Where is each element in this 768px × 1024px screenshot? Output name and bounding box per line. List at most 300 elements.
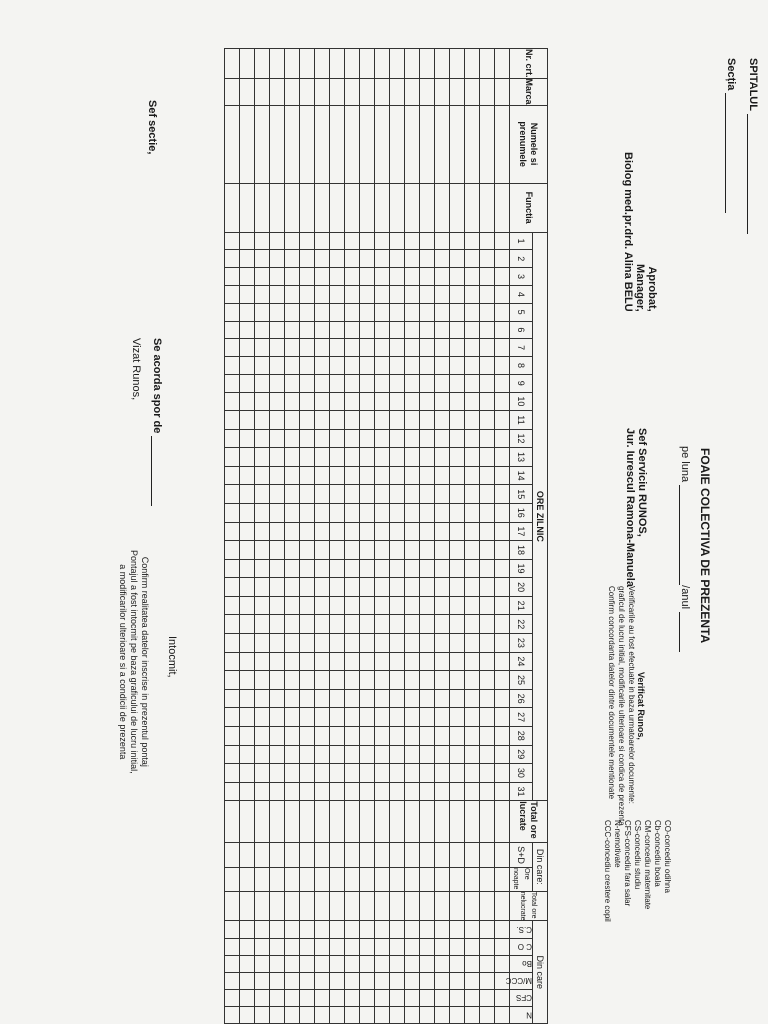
table-cell[interactable] (270, 78, 285, 105)
table-cell[interactable] (315, 448, 330, 467)
table-cell[interactable] (465, 596, 480, 615)
table-cell[interactable] (270, 782, 285, 801)
table-cell[interactable] (465, 867, 480, 891)
table-cell[interactable] (345, 764, 360, 783)
table-cell[interactable] (450, 634, 465, 653)
table-cell[interactable] (375, 250, 390, 268)
table-cell[interactable] (255, 357, 270, 375)
table-cell[interactable] (240, 921, 255, 938)
table-cell[interactable] (375, 843, 390, 868)
table-cell[interactable] (435, 615, 450, 634)
table-cell[interactable] (405, 357, 420, 375)
table-cell[interactable] (435, 938, 450, 955)
table-cell[interactable] (285, 522, 300, 541)
table-cell[interactable] (255, 578, 270, 597)
table-cell[interactable] (330, 285, 345, 303)
table-cell[interactable] (495, 78, 510, 105)
table-cell[interactable] (435, 1006, 450, 1023)
table-cell[interactable] (270, 321, 285, 339)
table-cell[interactable] (330, 634, 345, 653)
table-cell[interactable] (285, 782, 300, 801)
table-cell[interactable] (375, 285, 390, 303)
table-cell[interactable] (345, 232, 360, 250)
table-cell[interactable] (405, 303, 420, 321)
table-cell[interactable] (465, 78, 480, 105)
table-cell[interactable] (375, 183, 390, 232)
table-cell[interactable] (420, 634, 435, 653)
table-cell[interactable] (315, 615, 330, 634)
table-cell[interactable] (240, 867, 255, 891)
table-cell[interactable] (315, 392, 330, 411)
table-cell[interactable] (480, 634, 495, 653)
table-cell[interactable] (495, 485, 510, 504)
table-cell[interactable] (450, 321, 465, 339)
table-cell[interactable] (255, 285, 270, 303)
table-cell[interactable] (300, 689, 315, 708)
table-cell[interactable] (360, 411, 375, 429)
table-cell[interactable] (240, 504, 255, 523)
table-cell[interactable] (435, 782, 450, 801)
table-cell[interactable] (435, 652, 450, 671)
table-cell[interactable] (465, 559, 480, 578)
table-cell[interactable] (495, 689, 510, 708)
table-cell[interactable] (435, 921, 450, 938)
table-cell[interactable] (375, 764, 390, 783)
table-cell[interactable] (405, 559, 420, 578)
table-cell[interactable] (360, 634, 375, 653)
table-cell[interactable] (285, 183, 300, 232)
table-cell[interactable] (435, 578, 450, 597)
table-cell[interactable] (225, 596, 240, 615)
table-cell[interactable] (330, 357, 345, 375)
table-cell[interactable] (225, 689, 240, 708)
table-cell[interactable] (225, 285, 240, 303)
table-cell[interactable] (360, 764, 375, 783)
table-cell[interactable] (390, 615, 405, 634)
table-cell[interactable] (345, 745, 360, 764)
table-cell[interactable] (360, 485, 375, 504)
table-cell[interactable] (435, 955, 450, 972)
table-cell[interactable] (345, 989, 360, 1006)
table-cell[interactable] (255, 782, 270, 801)
table-cell[interactable] (495, 989, 510, 1006)
table-cell[interactable] (315, 232, 330, 250)
table-cell[interactable] (480, 411, 495, 429)
table-cell[interactable] (375, 1006, 390, 1023)
table-cell[interactable] (285, 250, 300, 268)
table-cell[interactable] (270, 726, 285, 745)
table-cell[interactable] (300, 339, 315, 357)
table-cell[interactable] (315, 652, 330, 671)
table-cell[interactable] (300, 392, 315, 411)
table-cell[interactable] (345, 615, 360, 634)
table-cell[interactable] (240, 392, 255, 411)
table-cell[interactable] (420, 285, 435, 303)
table-cell[interactable] (480, 183, 495, 232)
table-cell[interactable] (420, 250, 435, 268)
table-cell[interactable] (360, 392, 375, 411)
table-cell[interactable] (330, 559, 345, 578)
table-cell[interactable] (435, 745, 450, 764)
table-cell[interactable] (480, 938, 495, 955)
table-cell[interactable] (300, 448, 315, 467)
table-cell[interactable] (285, 374, 300, 392)
table-cell[interactable] (375, 448, 390, 467)
table-cell[interactable] (360, 745, 375, 764)
table-cell[interactable] (270, 559, 285, 578)
table-cell[interactable] (255, 955, 270, 972)
table-cell[interactable] (255, 891, 270, 921)
table-cell[interactable] (495, 183, 510, 232)
table-cell[interactable] (405, 745, 420, 764)
table-cell[interactable] (450, 541, 465, 560)
table-cell[interactable] (465, 429, 480, 448)
table-cell[interactable] (390, 745, 405, 764)
table-cell[interactable] (435, 374, 450, 392)
table-cell[interactable] (450, 466, 465, 485)
table-cell[interactable] (480, 867, 495, 891)
table-cell[interactable] (300, 357, 315, 375)
table-cell[interactable] (450, 105, 465, 183)
table-cell[interactable] (300, 708, 315, 727)
table-cell[interactable] (495, 708, 510, 727)
table-cell[interactable] (360, 578, 375, 597)
table-cell[interactable] (360, 357, 375, 375)
table-cell[interactable] (285, 955, 300, 972)
table-cell[interactable] (255, 764, 270, 783)
table-cell[interactable] (465, 285, 480, 303)
table-cell[interactable] (300, 268, 315, 286)
table-cell[interactable] (465, 989, 480, 1006)
table-cell[interactable] (255, 671, 270, 690)
table-cell[interactable] (375, 726, 390, 745)
table-cell[interactable] (270, 250, 285, 268)
table-cell[interactable] (390, 105, 405, 183)
table-cell[interactable] (270, 708, 285, 727)
table-cell[interactable] (270, 596, 285, 615)
table-cell[interactable] (435, 232, 450, 250)
table-cell[interactable] (435, 801, 450, 843)
table-cell[interactable] (495, 357, 510, 375)
table-cell[interactable] (405, 1006, 420, 1023)
table-cell[interactable] (480, 232, 495, 250)
table-cell[interactable] (285, 843, 300, 868)
table-cell[interactable] (240, 285, 255, 303)
table-cell[interactable] (495, 285, 510, 303)
table-cell[interactable] (435, 891, 450, 921)
table-cell[interactable] (420, 522, 435, 541)
table-cell[interactable] (405, 268, 420, 286)
table-cell[interactable] (225, 357, 240, 375)
table-cell[interactable] (240, 268, 255, 286)
table-cell[interactable] (330, 671, 345, 690)
table-cell[interactable] (360, 541, 375, 560)
table-cell[interactable] (345, 522, 360, 541)
hospital-blank[interactable] (747, 114, 760, 234)
table-cell[interactable] (255, 250, 270, 268)
table-cell[interactable] (315, 49, 330, 79)
table-cell[interactable] (375, 78, 390, 105)
table-cell[interactable] (375, 634, 390, 653)
table-cell[interactable] (360, 843, 375, 868)
table-cell[interactable] (300, 955, 315, 972)
table-cell[interactable] (285, 357, 300, 375)
table-cell[interactable] (465, 938, 480, 955)
table-cell[interactable] (390, 708, 405, 727)
table-cell[interactable] (330, 596, 345, 615)
table-cell[interactable] (300, 250, 315, 268)
table-cell[interactable] (315, 955, 330, 972)
table-cell[interactable] (420, 764, 435, 783)
table-cell[interactable] (480, 522, 495, 541)
table-cell[interactable] (345, 303, 360, 321)
table-cell[interactable] (330, 708, 345, 727)
table-cell[interactable] (390, 782, 405, 801)
table-cell[interactable] (420, 78, 435, 105)
table-cell[interactable] (360, 726, 375, 745)
table-cell[interactable] (480, 689, 495, 708)
table-cell[interactable] (495, 448, 510, 467)
table-cell[interactable] (240, 541, 255, 560)
table-cell[interactable] (375, 392, 390, 411)
table-cell[interactable] (315, 782, 330, 801)
table-cell[interactable] (495, 1006, 510, 1023)
table-cell[interactable] (285, 745, 300, 764)
table-cell[interactable] (225, 652, 240, 671)
table-cell[interactable] (255, 374, 270, 392)
table-cell[interactable] (330, 652, 345, 671)
table-cell[interactable] (330, 429, 345, 448)
table-cell[interactable] (390, 1006, 405, 1023)
table-cell[interactable] (450, 938, 465, 955)
table-cell[interactable] (300, 466, 315, 485)
table-cell[interactable] (405, 448, 420, 467)
table-cell[interactable] (360, 522, 375, 541)
table-cell[interactable] (225, 250, 240, 268)
table-cell[interactable] (405, 392, 420, 411)
table-cell[interactable] (435, 429, 450, 448)
table-cell[interactable] (315, 466, 330, 485)
table-cell[interactable] (405, 921, 420, 938)
table-cell[interactable] (375, 972, 390, 989)
table-cell[interactable] (420, 429, 435, 448)
table-cell[interactable] (255, 466, 270, 485)
table-cell[interactable] (390, 843, 405, 868)
table-cell[interactable] (300, 867, 315, 891)
table-cell[interactable] (405, 105, 420, 183)
table-cell[interactable] (465, 843, 480, 868)
table-cell[interactable] (225, 955, 240, 972)
table-cell[interactable] (495, 105, 510, 183)
table-cell[interactable] (270, 921, 285, 938)
table-cell[interactable] (270, 1006, 285, 1023)
table-cell[interactable] (495, 764, 510, 783)
table-cell[interactable] (300, 671, 315, 690)
table-cell[interactable] (240, 726, 255, 745)
table-cell[interactable] (480, 921, 495, 938)
table-cell[interactable] (225, 429, 240, 448)
table-cell[interactable] (375, 466, 390, 485)
table-cell[interactable] (420, 392, 435, 411)
table-cell[interactable] (435, 303, 450, 321)
table-cell[interactable] (225, 504, 240, 523)
table-cell[interactable] (375, 938, 390, 955)
table-cell[interactable] (240, 321, 255, 339)
table-cell[interactable] (360, 339, 375, 357)
table-cell[interactable] (465, 801, 480, 843)
table-cell[interactable] (330, 392, 345, 411)
table-cell[interactable] (345, 726, 360, 745)
table-cell[interactable] (345, 339, 360, 357)
table-cell[interactable] (300, 78, 315, 105)
table-cell[interactable] (330, 268, 345, 286)
table-cell[interactable] (495, 596, 510, 615)
table-cell[interactable] (255, 321, 270, 339)
table-cell[interactable] (480, 357, 495, 375)
table-cell[interactable] (225, 782, 240, 801)
table-cell[interactable] (465, 321, 480, 339)
table-cell[interactable] (450, 726, 465, 745)
table-cell[interactable] (435, 989, 450, 1006)
table-cell[interactable] (435, 49, 450, 79)
table-cell[interactable] (315, 411, 330, 429)
table-cell[interactable] (375, 989, 390, 1006)
table-cell[interactable] (420, 411, 435, 429)
table-cell[interactable] (240, 339, 255, 357)
table-cell[interactable] (330, 867, 345, 891)
table-cell[interactable] (225, 615, 240, 634)
table-cell[interactable] (450, 357, 465, 375)
table-cell[interactable] (330, 745, 345, 764)
table-cell[interactable] (465, 708, 480, 727)
table-cell[interactable] (405, 49, 420, 79)
table-cell[interactable] (345, 285, 360, 303)
table-cell[interactable] (405, 485, 420, 504)
table-cell[interactable] (390, 689, 405, 708)
table-cell[interactable] (480, 105, 495, 183)
table-cell[interactable] (465, 232, 480, 250)
table-cell[interactable] (315, 339, 330, 357)
table-cell[interactable] (345, 596, 360, 615)
table-cell[interactable] (420, 303, 435, 321)
table-cell[interactable] (435, 671, 450, 690)
table-cell[interactable] (435, 843, 450, 868)
table-cell[interactable] (255, 867, 270, 891)
table-cell[interactable] (465, 105, 480, 183)
table-cell[interactable] (315, 485, 330, 504)
table-cell[interactable] (480, 801, 495, 843)
table-cell[interactable] (360, 652, 375, 671)
table-cell[interactable] (345, 411, 360, 429)
table-cell[interactable] (450, 285, 465, 303)
table-cell[interactable] (405, 782, 420, 801)
table-cell[interactable] (435, 357, 450, 375)
table-cell[interactable] (450, 921, 465, 938)
table-cell[interactable] (390, 411, 405, 429)
table-cell[interactable] (480, 596, 495, 615)
table-cell[interactable] (330, 250, 345, 268)
table-cell[interactable] (420, 596, 435, 615)
table-cell[interactable] (285, 105, 300, 183)
table-cell[interactable] (465, 411, 480, 429)
table-cell[interactable] (480, 764, 495, 783)
table-cell[interactable] (495, 49, 510, 79)
table-cell[interactable] (435, 105, 450, 183)
table-cell[interactable] (375, 374, 390, 392)
table-cell[interactable] (390, 285, 405, 303)
table-cell[interactable] (480, 504, 495, 523)
table-cell[interactable] (240, 891, 255, 921)
table-cell[interactable] (465, 522, 480, 541)
table-cell[interactable] (390, 374, 405, 392)
table-cell[interactable] (225, 485, 240, 504)
table-cell[interactable] (405, 183, 420, 232)
table-cell[interactable] (390, 183, 405, 232)
table-cell[interactable] (225, 303, 240, 321)
table-cell[interactable] (285, 303, 300, 321)
table-cell[interactable] (345, 891, 360, 921)
table-cell[interactable] (285, 504, 300, 523)
table-cell[interactable] (330, 411, 345, 429)
table-cell[interactable] (255, 522, 270, 541)
table-cell[interactable] (285, 392, 300, 411)
table-cell[interactable] (240, 1006, 255, 1023)
table-cell[interactable] (315, 689, 330, 708)
table-cell[interactable] (240, 972, 255, 989)
table-cell[interactable] (495, 504, 510, 523)
table-cell[interactable] (495, 268, 510, 286)
table-cell[interactable] (420, 891, 435, 921)
table-cell[interactable] (225, 49, 240, 79)
table-cell[interactable] (405, 652, 420, 671)
table-cell[interactable] (345, 1006, 360, 1023)
table-cell[interactable] (240, 782, 255, 801)
table-cell[interactable] (330, 339, 345, 357)
table-cell[interactable] (345, 708, 360, 727)
table-cell[interactable] (225, 321, 240, 339)
table-cell[interactable] (255, 745, 270, 764)
table-cell[interactable] (480, 1006, 495, 1023)
table-cell[interactable] (345, 485, 360, 504)
table-cell[interactable] (225, 374, 240, 392)
table-cell[interactable] (240, 745, 255, 764)
table-cell[interactable] (285, 596, 300, 615)
table-cell[interactable] (270, 972, 285, 989)
table-cell[interactable] (240, 801, 255, 843)
table-cell[interactable] (420, 689, 435, 708)
table-cell[interactable] (315, 374, 330, 392)
table-cell[interactable] (345, 541, 360, 560)
table-cell[interactable] (300, 972, 315, 989)
table-cell[interactable] (330, 843, 345, 868)
table-cell[interactable] (480, 782, 495, 801)
table-cell[interactable] (285, 285, 300, 303)
table-cell[interactable] (345, 268, 360, 286)
table-cell[interactable] (435, 634, 450, 653)
table-cell[interactable] (390, 78, 405, 105)
table-cell[interactable] (270, 615, 285, 634)
table-cell[interactable] (255, 801, 270, 843)
table-cell[interactable] (450, 801, 465, 843)
table-cell[interactable] (390, 955, 405, 972)
table-cell[interactable] (450, 782, 465, 801)
table-cell[interactable] (315, 105, 330, 183)
table-cell[interactable] (360, 782, 375, 801)
table-cell[interactable] (285, 448, 300, 467)
table-cell[interactable] (420, 921, 435, 938)
table-cell[interactable] (420, 1006, 435, 1023)
table-cell[interactable] (345, 921, 360, 938)
